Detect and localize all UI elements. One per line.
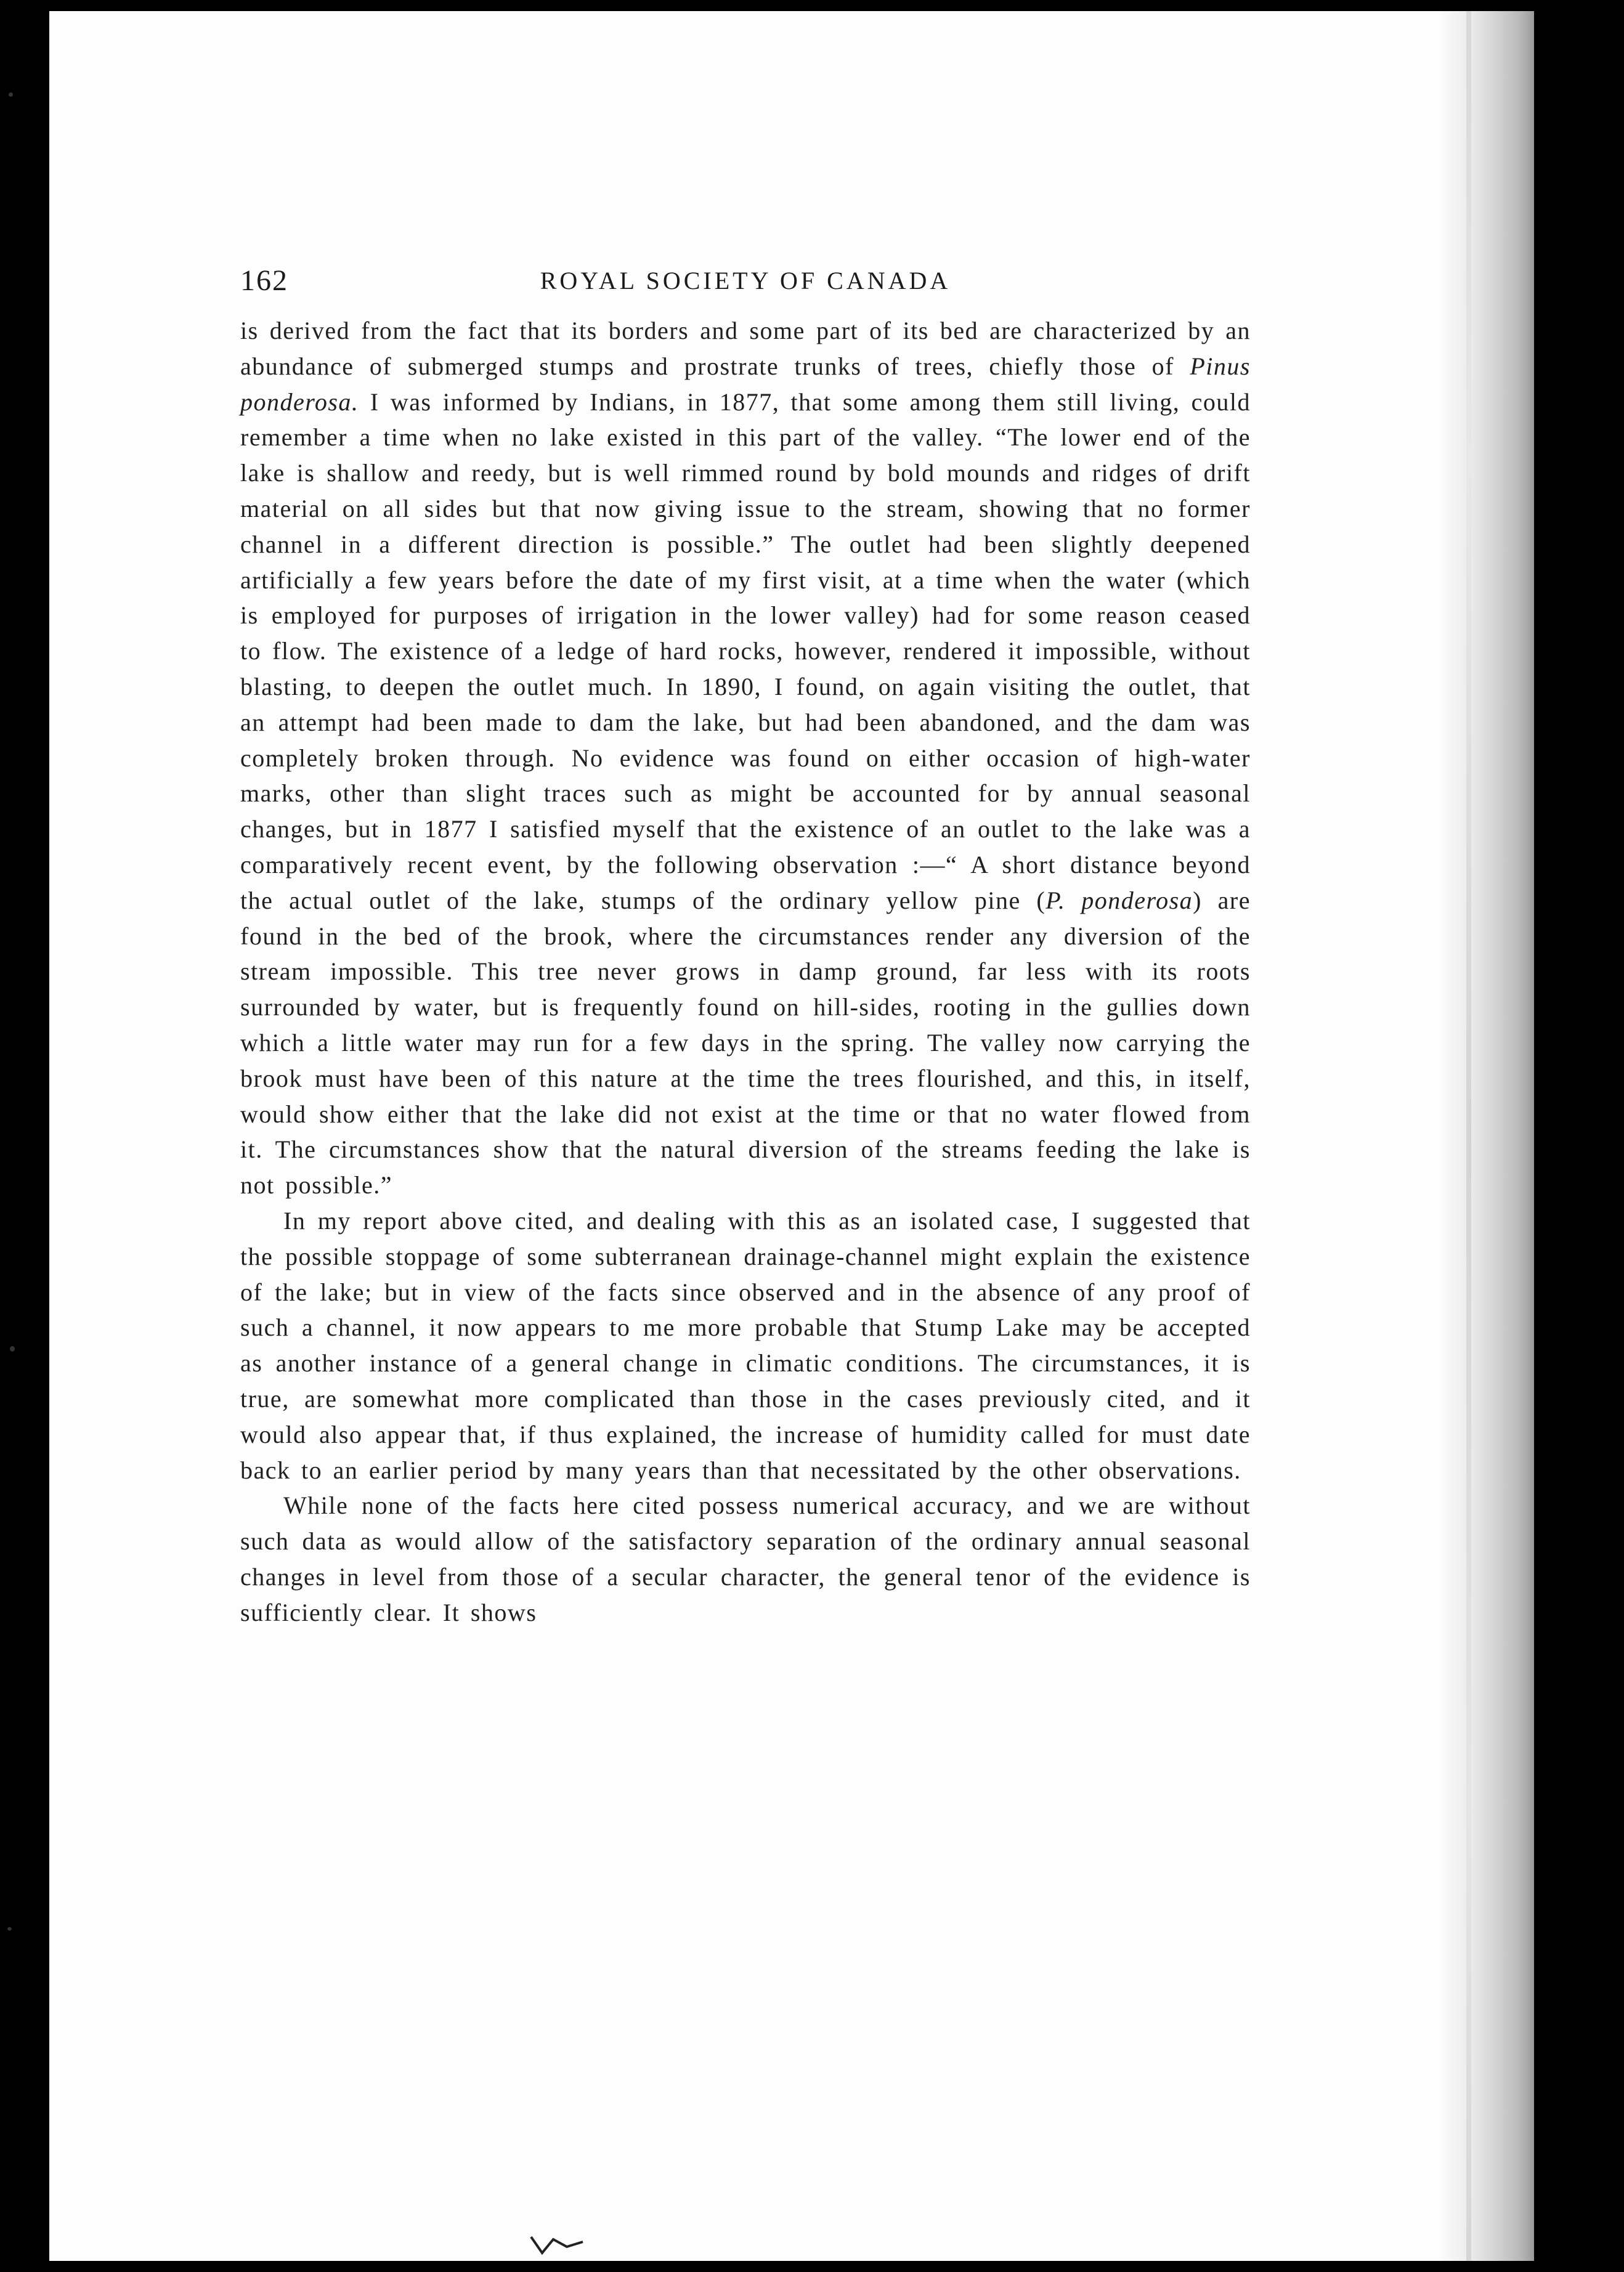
journal-title: ROYAL SOCIETY OF CANADA — [540, 267, 951, 294]
paragraph-text: I was informed by Indians, in 1877, that some among them still living, could remember a time when no lake existed in this part of the valley. “The lower end of the lake is shallow and reedy, but is well rimmed round by bold mounds and ridges of drift material on all sides but that now giving issue to the stream, showing that no former channel in a different direction is possible.” The outlet had been slightly deepened artificially a few years before the date of my first visit, at a time when the water (which is employed for purposes of irrigation in the lower valley) had for some reason ceased to flow. The existence of a ledge of hard rocks, however, rendered it impossible, without blasting, to deepen the outlet much. In 1890, I found, on again visiting the outlet, that an attempt had been made to dam the lake, but had been abandoned, and the dam was completely broken through. No evidence was found on either occasion of high-water marks, other than slight traces such as might be accounted for by annual seasonal changes, but in 1877 I satisfied myself that the existence of an outlet to the lake was a comparatively recent event, by the following observation :—“ A short distance beyond the actual outlet of the lake, stumps of the ordinary yellow pine ( — [240, 387, 1251, 914]
margin-speck — [9, 92, 13, 97]
body-paragraph: In my report above cited, and dealing with this as an isolated case, I suggested that the possible stoppage of some subterranean drainage-channel might explain the existence of the lake; but in view of the facts since observed and in the absence of any proof of such a channel, it now appears to me more probable that Stump Lake may be accepted as another instance of a general change in climatic conditions. The circumstances, it is true, are somewhat more complicated than those in the cases previously cited, and it would also appear that, if thus explained, the increase of humidity called for must date back to an earlier period by many years than that necessitated by the other observations. — [240, 1206, 1251, 1484]
species-name: Pinus ponderosa. — [240, 352, 1251, 416]
page-spine-shadow — [1442, 11, 1534, 2261]
margin-speck — [7, 1927, 12, 1931]
running-head — [240, 264, 1251, 301]
margin-speck — [10, 1346, 15, 1352]
page-number: 162 — [240, 264, 288, 297]
scan-artifact — [530, 2233, 585, 2258]
body-paragraph — [240, 313, 1251, 1203]
species-name: P. ponderosa — [1045, 886, 1193, 914]
paragraph-text: ) are found in the bed of the brook, where the circumstances render any diversion of the stream impossible. This tree never grows in damp ground, far less with its roots surrounded by water, but is frequently found on hill-sides, rooting in the gullies down which a little water may run for a few days in the spring. The valley now carrying the brook must have been of this nature at the time the trees flourished, and this, in itself, would show either that the lake did not exist at the time or that no water flowed from it. The circumstances show that the natural diversion of the streams feeding the lake is not possible.” — [240, 886, 1251, 1199]
body-text — [240, 313, 1251, 1630]
paragraph-text: is derived from the fact that its borders and some part of its bed are characterized by an abundance of submerged stumps and prostrate trunks of trees, chiefly those of — [240, 317, 1251, 380]
body-paragraph: While none of the facts here cited possess numerical accuracy, and we are without such data as would allow of the satisfactory separation of the ordinary annual seasonal changes in level from those of a secular character, the general tenor of the evidence is sufficiently clear. It shows — [240, 1491, 1251, 1626]
